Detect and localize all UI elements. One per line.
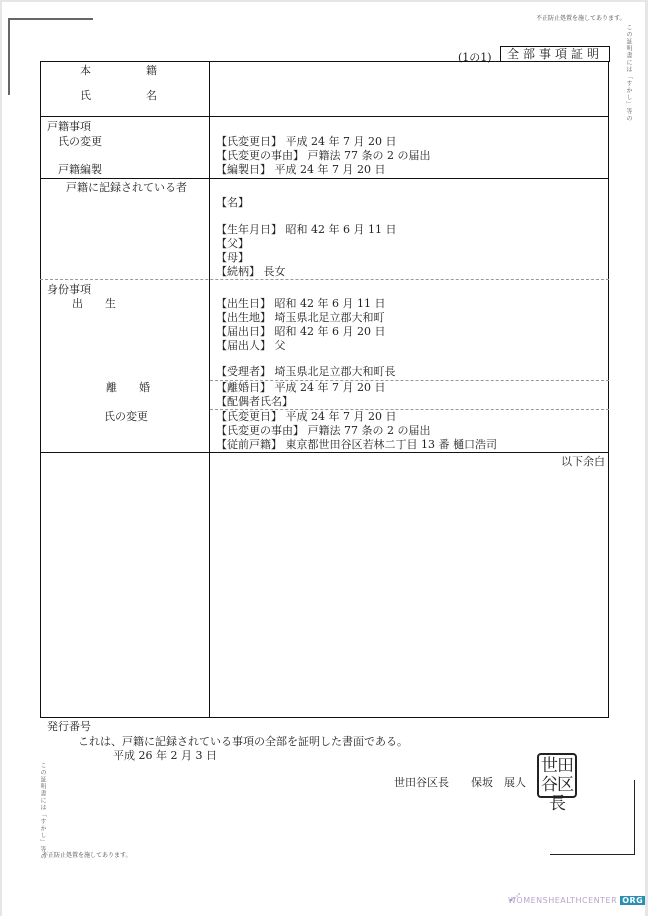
watermark-text: WOMENSHEALTHCENTER: [508, 896, 618, 905]
row-divider: [40, 178, 609, 179]
crop-mark-bottom-right-vertical: [634, 780, 635, 855]
certification-text: これは、戸籍に記録されている事項の全部を証明した書面である。: [78, 735, 408, 748]
shimei-label: 氏 名: [80, 89, 157, 102]
anti-fraud-note-bottom: 不正防止処置を施してあります。: [42, 852, 132, 859]
name-change-line: 【氏変更日】 平成 24 年 7 月 20 日: [216, 410, 397, 423]
person-line: 【名】: [216, 196, 249, 209]
official-seal: [537, 753, 577, 814]
watermark: [508, 896, 645, 905]
koseki-hensei-label: 戸籍編製: [58, 163, 102, 176]
column-divider: [209, 61, 210, 718]
birth-line: 【届出日】 昭和 42 年 6 月 20 日: [216, 325, 386, 338]
signatory: 世田谷区長 保坂 展人: [394, 776, 526, 789]
name-change-label: 氏の変更: [58, 135, 102, 148]
dashed-divider: [40, 279, 609, 280]
remainder-note: 以下余白: [561, 455, 605, 468]
side-note-right: この証明書には「すかし」等の: [625, 24, 632, 122]
watermark-suffix: ORG: [622, 896, 644, 905]
koseki-line: 【編製日】 平成 24 年 7 月 20 日: [216, 163, 386, 176]
crop-mark-bottom-right: [550, 854, 635, 855]
anti-fraud-note-top: 不正防止処置を施してあります。: [536, 15, 626, 22]
birth-label: 出 生: [72, 297, 116, 310]
row-divider: [40, 116, 609, 117]
person-line: 【生年月日】 昭和 42 年 6 月 11 日: [216, 223, 397, 236]
issue-date: 平成 26 年 2 月 3 日: [113, 749, 217, 762]
document-title: 全部事項証明: [500, 46, 610, 62]
name-change-line: 【氏変更の事由】 戸籍法 77 条の 2 の届出: [216, 424, 431, 437]
birth-line: 【受理者】 埼玉県北足立郡大和町長: [216, 365, 396, 378]
divorce-label: 離 婚: [106, 381, 150, 394]
honseki-label: 本 籍: [80, 64, 157, 77]
birth-line: 【届出人】 父: [216, 339, 286, 352]
side-note-left: この証明書には「すかし」等の: [39, 762, 46, 860]
issue-number-label: 発行番号: [47, 720, 91, 733]
koseki-line: 【氏変更日】 平成 24 年 7 月 20 日: [216, 135, 397, 148]
name-change-label-2: 氏の変更: [104, 410, 148, 423]
crop-mark-top-left: [8, 18, 93, 20]
person-line: 【母】: [216, 251, 249, 264]
divorce-line: 【離婚日】 平成 24 年 7 月 20 日: [216, 381, 386, 394]
birth-line: 【出生地】 埼玉県北足立郡大和町: [216, 311, 385, 324]
name-change-line: 【従前戸籍】 東京都世田谷区若林二丁目 13 番 樋口浩司: [216, 438, 497, 451]
birth-line: 【出生日】 昭和 42 年 6 月 11 日: [216, 297, 386, 310]
divorce-line: 【配偶者氏名】: [216, 395, 293, 408]
seal-text: 世田谷区長: [541, 756, 573, 814]
page-number: (1の1): [458, 51, 492, 64]
koseki-line: 【氏変更の事由】 戸籍法 77 条の 2 の届出: [216, 149, 431, 162]
person-line: 【続柄】 長女: [216, 265, 286, 278]
person-line: 【父】: [216, 237, 249, 250]
koseki-jiko-label: 戸籍事項: [47, 120, 91, 133]
person-label: 戸籍に記録されている者: [66, 181, 187, 194]
crop-mark-top-left-vertical: [8, 18, 10, 95]
row-divider: [40, 452, 609, 453]
mibun-jiko-label: 身份事項: [47, 283, 91, 296]
